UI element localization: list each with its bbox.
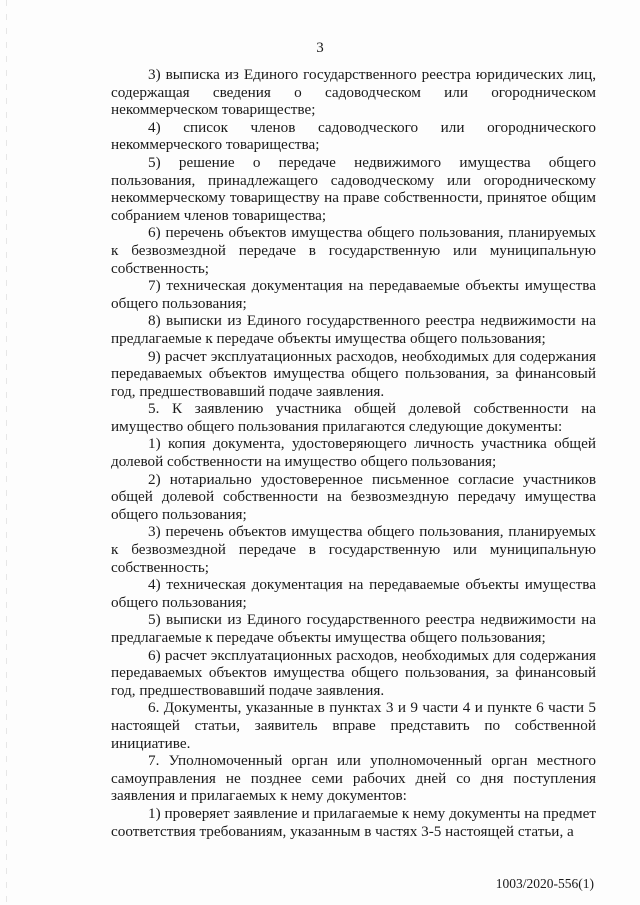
scan-edge-artifact — [6, 0, 7, 905]
paragraph: 3) выписка из Единого государственного реестра юридических лиц, содержащая сведения о садоводческом или огородническом некоммерческом товариществе; — [111, 66, 596, 119]
paragraph: 8) выписки из Единого государственного реестра недвижимости на предлагаемые к передаче объекты имущества общего пользования; — [111, 312, 596, 347]
paragraph: 9) расчет эксплуатационных расходов, необходимых для содержания передаваемых объектов имущества общего пользования, за финансовый год, предшествовавший подаче заявления. — [111, 347, 596, 400]
paragraph: 5) решение о передаче недвижимого имущества общего пользования, принадлежащего садоводческому или огородническому некоммерческому товариществу на праве собственности, принятое общим собранием членов товарищества; — [111, 153, 596, 224]
paragraph: 5. К заявлению участника общей долевой собственности на имущество общего пользования прилагаются следующие документы: — [111, 400, 596, 435]
paragraph: 6. Документы, указанные в пунктах 3 и 9 части 4 и пункте 6 части 5 настоящей статьи, заявитель вправе представить по собственной инициативе. — [111, 699, 596, 752]
paragraph: 6) расчет эксплуатационных расходов, необходимых для содержания передаваемых объектов имущества общего пользования, за финансовый год, предшествовавший подаче заявления. — [111, 646, 596, 699]
paragraph: 3) перечень объектов имущества общего пользования, планируемых к безвозмездной передаче в государственную или муниципальную собственность; — [111, 523, 596, 576]
paragraph: 4) список членов садоводческого или огороднического некоммерческого товарищества; — [111, 118, 596, 154]
page-number: 3 — [316, 40, 324, 56]
paragraph: 1) проверяет заявление и прилагаемые к нему документы на предмет соответствия требованиям, указанным в частях 3-5 настоящей статьи, а — [111, 804, 596, 840]
paragraph: 6) перечень объектов имущества общего пользования, планируемых к безвозмездной передаче в государственную или муниципальную собственность; — [111, 224, 596, 277]
document-code: 1003/2020-556(1) — [495, 876, 594, 891]
paragraph: 7) техническая документация на передаваемые объекты имущества общего пользования; — [111, 277, 596, 312]
paragraph: 2) нотариально удостоверенное письменное согласие участников общей долевой собственности на безвозмездную передачу имущества общего пользования; — [111, 470, 596, 523]
paragraph: 4) техническая документация на передаваемые объекты имущества общего пользования; — [111, 576, 596, 611]
paragraph: 1) копия документа, удостоверяющего личность участника общей долевой собственности на имущество общего пользования; — [111, 435, 596, 471]
document-body — [111, 66, 596, 840]
paragraph: 7. Уполномоченный орган или уполномоченный орган местного самоуправления не позднее семи рабочих дней со дня поступления заявления и прилагаемых к нему документов: — [111, 752, 596, 805]
paragraph: 5) выписки из Единого государственного реестра недвижимости на предлагаемые к передаче объекты имущества общего пользования; — [111, 611, 596, 646]
